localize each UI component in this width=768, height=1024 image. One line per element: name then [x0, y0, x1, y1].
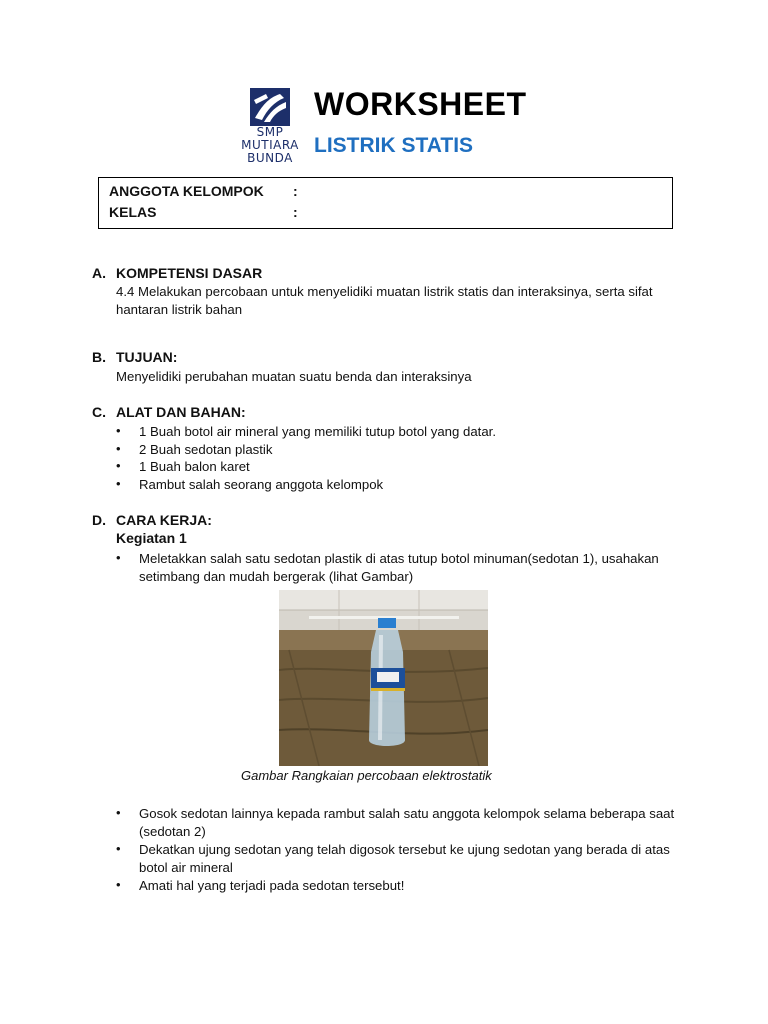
school-name	[230, 126, 310, 165]
list-item	[139, 805, 677, 840]
list-item: 2 Buah sedotan plastik	[139, 442, 273, 457]
section-d-letter: D.	[92, 512, 106, 528]
list-item: Rambut salah seorang anggota kelompok	[139, 477, 384, 492]
list-item: 1 Buah botol air mineral yang memiliki tutup botol yang datar.	[139, 424, 496, 439]
bullet: •	[116, 841, 121, 856]
school-name-line: MUTIARA	[241, 138, 299, 152]
group-members-colon: :	[293, 183, 298, 199]
list-item-line: setimbang dan mudah bergerak (lihat Gambar)	[139, 568, 414, 584]
section-c-title: ALAT DAN BAHAN:	[116, 404, 246, 420]
section-a-text	[116, 283, 676, 318]
list-item-line: botol air mineral	[139, 859, 233, 875]
group-info-box	[98, 177, 673, 229]
section-a-text-line: 4.4 Melakukan percobaan untuk menyelidiki muatan listrik statis dan interaksinya, serta sifat	[116, 284, 653, 299]
list-item-line: (sedotan 2)	[139, 823, 206, 839]
section-b-text: Menyelidiki perubahan muatan suatu benda dan interaksinya	[116, 369, 472, 384]
group-members-label: ANGGOTA KELOMPOK	[109, 183, 264, 199]
activity-heading: Kegiatan 1	[116, 530, 187, 546]
list-item-line: Gosok sedotan lainnya kepada rambut salah satu anggota kelompok selama beberapa saat	[139, 806, 675, 821]
school-logo	[230, 88, 310, 170]
school-name-line: SMP	[256, 125, 284, 139]
bullet: •	[116, 458, 121, 473]
bullet: •	[116, 423, 121, 438]
section-b-letter: B.	[92, 349, 106, 365]
bullet: •	[116, 441, 121, 456]
section-c-letter: C.	[92, 404, 106, 420]
bullet: •	[116, 476, 121, 491]
section-a-title: KOMPETENSI DASAR	[116, 265, 263, 281]
section-b-title: TUJUAN:	[116, 349, 178, 365]
page-subtitle: LISTRIK STATIS	[314, 134, 474, 157]
section-a-letter: A.	[92, 265, 106, 281]
photo-caption: Gambar Rangkaian percobaan elektrostatik	[241, 768, 492, 783]
bullet: •	[116, 877, 121, 892]
experiment-photo	[279, 590, 488, 766]
list-item-line: Dekatkan ujung sedotan yang telah digosok tersebut ke ujung sedotan yang berada di atas	[139, 842, 670, 857]
list-item-line: Meletakkan salah satu sedotan plastik di atas tutup botol minuman(sedotan 1), usahakan	[139, 551, 659, 566]
class-label: KELAS	[109, 204, 157, 220]
school-name-line: BUNDA	[247, 151, 293, 165]
school-logo-icon	[250, 88, 290, 126]
class-colon: :	[293, 204, 298, 220]
section-a-text-line: hantaran listrik bahan	[116, 301, 243, 317]
bullet: •	[116, 550, 121, 565]
bottle-straw-photo-image	[279, 590, 488, 766]
section-d-title: CARA KERJA:	[116, 512, 212, 528]
page-title: WORKSHEET	[314, 86, 527, 122]
list-item	[139, 841, 677, 876]
list-item	[139, 550, 677, 585]
list-item: 1 Buah balon karet	[139, 459, 250, 474]
list-item: Amati hal yang terjadi pada sedotan tersebut!	[139, 878, 405, 893]
bullet: •	[116, 805, 121, 820]
